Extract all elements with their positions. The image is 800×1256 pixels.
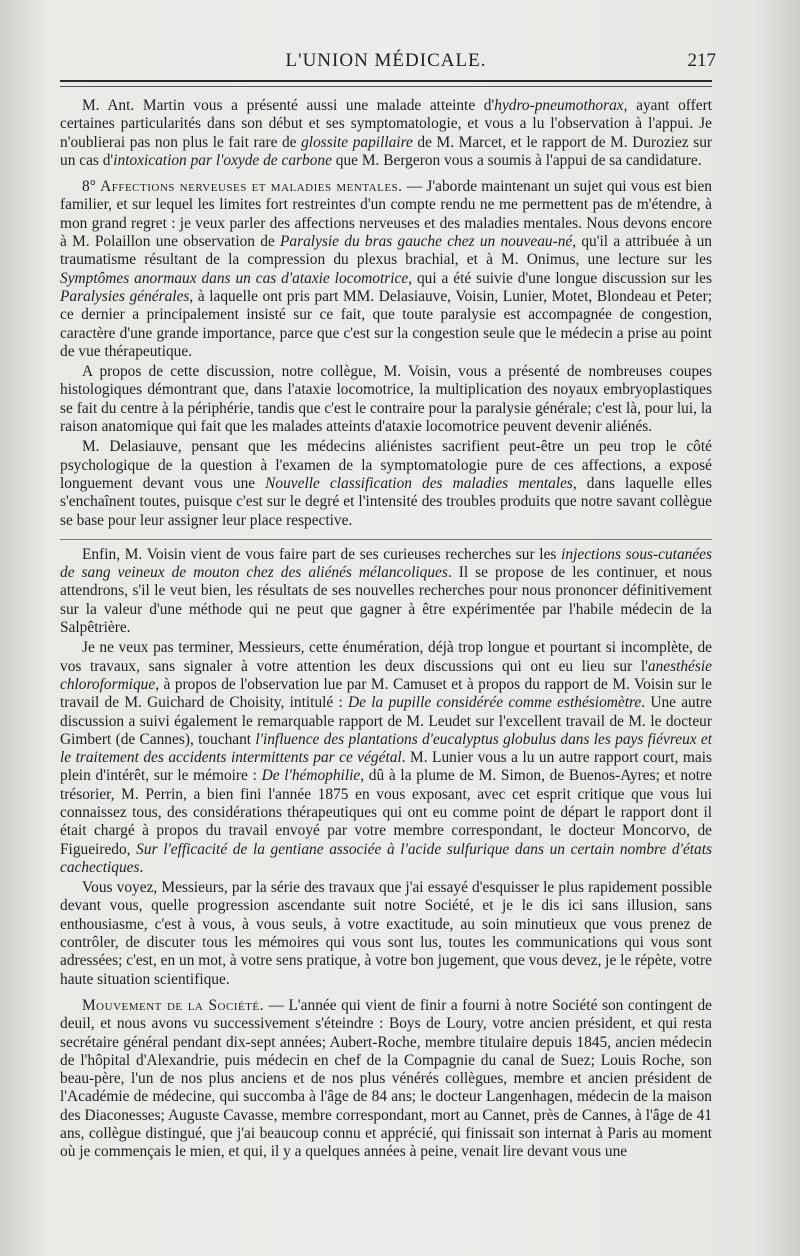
page-number: 217 — [687, 50, 716, 71]
text-run: de M. Marcet, et le rapport de M. Duroziez sur un cas d' — [60, 133, 713, 169]
text-run: , ayant offert certaines particularités dans son début et ses symptomatologie, et vous a lu l'observation à l'appui. Je n'oublierai pas non plus le fait rare de — [60, 97, 712, 151]
paragraph-4 — [60, 438, 712, 529]
text-run: , dû à la plume de M. Simon, de Buenos-Ayres; et notre trésorier, M. Perrin, a bien fini l'année 1875 en vous exposant, avec cet esprit critique que vous lui connaissez tous, des considérations thérapeutiques qui ont eu comme point de départ le rapport dont il était chargé à propos du travail envoyé par votre membre correspondant, le docteur Moncorvo, de Figueiredo, — [60, 767, 713, 858]
italic-title: De la pupille considérée comme esthésiomètre — [348, 694, 642, 712]
text-run: , qu'il a attribuée à un traumatisme résultant de la compression du plexus brachial, et à M. Onimus, une lecture sur les — [60, 233, 712, 269]
italic-title: anesthésie chloroformique — [60, 657, 712, 693]
section-heading: Affections nerveuses et maladies mentales. — [100, 178, 403, 196]
italic-title: De l'hémophilie — [261, 767, 361, 785]
text-run: , à propos de l'observation lue par M. Camuset et à propos du rapport de M. Voisin sur le travail de M. Guichard de Choisity, intitulé : — [60, 675, 712, 712]
paragraph-1 — [60, 97, 712, 170]
paragraph-section-8-heading — [60, 178, 712, 361]
text-run: . — [139, 858, 144, 876]
text-run: Enfin, M. Voisin vient de vous faire part de ses curieuses recherches sur les — [82, 545, 562, 563]
italic-title: glossite papillaire — [301, 133, 413, 151]
text-run: . M. Lunier vous a lu un autre rapport court, mais plein d'intérêt, sur le mémoire : — [60, 749, 712, 785]
italic-title: injections sous-cutanées de sang veineux de mouton chez des aliénés mélancoliques — [60, 545, 713, 582]
paragraph-5 — [60, 546, 712, 637]
running-title: L'UNION MÉDICALE. — [285, 50, 487, 71]
italic-title: Symptômes anormaux dans un cas d'ataxie locomotrice — [60, 269, 409, 287]
body-text — [60, 97, 712, 1162]
text-run: . Une autre discussion a suivi également le remarquable rapport de M. Leudet sur l'excellent travail de M. le docteur Gimbert (de Cannes), touchant — [60, 694, 712, 748]
divider — [60, 539, 712, 540]
italic-title: l'influence des plantations d'eucalyptus globulus dans les pays fiévreux et le traitement des accidents intermittents par ce végétal — [60, 730, 713, 767]
text-run: M. Delasiauve, pensant que les médecins aliénistes sacrifient peut-être un peu trop le côté psychologique de la question à l'examen de la symptomatologie pure de ces affections, a exposé longuement devant vous une — [60, 438, 712, 492]
running-header — [60, 46, 716, 82]
italic-title: intoxication par l'oxyde de carbone — [113, 151, 332, 169]
text-run: Vous voyez, Messieurs, par la série des travaux que j'ai essayé d'esquisser le plus rapidement possible devant vous, quelle progression ascendante suit notre Société, et je le dis ici sans illusion, sans enthousiasme, c'est à vous, à vous seuls, à votre exactitude, au soin minutieux que vous prenez de contrôler, de discuter tous les mémoires qui vous sont lus, toutes les communications qui vous sont adressées; c'est, en un mot, à votre sens pratique, à votre bon jugement, que vous devez, je le répète, votre haute situation scientifique. — [60, 879, 712, 988]
section-heading: Mouvement de la Société. — [82, 996, 264, 1014]
paragraph-7 — [60, 879, 712, 989]
text-run: — L'année qui vient de finir a fourni à notre Société son contingent de deuil, et nous avons vu successivement s'éteindre : Boys de Loury, votre ancien président, et qui resta secrétaire général pendant dix-sept années; Aubert-Roche, membre titulaire depuis 1845, ancien médecin de l'hôpital d'Alexandrie, puis médecin en chef de la Compagnie du canal de Suez; Louis Roche, son beau-père, l'un de nos plus anciens et de nos plus vénérés collègues, membre et ancien président de l'Académie de médecine, qui succomba à l'âge de 84 ans; le docteur Langenhagen, médecin de la maison des Diaconesses; Auguste Cavasse, membre correspondant, mort au Cannet, près de Cannes, à l'âge de 41 ans, collègue distingué, que j'ai beaucoup connu et apprécié, qui finissait son internat à Paris au moment où je commençais le mien, et qui, il y a quelques années à peine, venait lire devant vous une — [60, 996, 712, 1161]
text-run: . Il se propose de les continuer, et nous attendrons, s'il le veut bien, les résultats de ses nouvelles recherches pour nous prononcer définitivement sur la valeur d'une méthode qui ne peut que gagner à être expérimentée par l'habile médecin de la Salpêtrière. — [60, 564, 712, 637]
paragraph-3 — [60, 363, 712, 436]
text-run: , qui a été suivie d'une longue discussion sur les — [408, 269, 713, 287]
text-run: 8° — [82, 178, 101, 196]
text-run: que M. Bergeron vous a soumis à l'appui de sa candidature. — [331, 151, 702, 169]
text-run: , dans laquelle elles s'enchaînent toutes, puisque c'est sur le degré et l'intensité des troubles produits que notre savant collègue se base pour leur assigner leur place respective. — [60, 474, 713, 529]
text-run: , à laquelle ont pris part MM. Delasiauve, Voisin, Lunier, Motet, Blondeau et Peter; ce dernier a principalement insisté sur ce fait, que toute paralysie est accompagnée de congestion, caractère d'une grande importance, parce que c'est sur la congestion seule que le médecin a prise au point de vue thérapeutique. — [60, 287, 713, 360]
paragraph-6 — [60, 639, 712, 877]
text-run: A propos de cette discussion, notre collègue, M. Voisin, vous a présenté de nombreuses coupes histologiques démontrant que, dans l'ataxie locomotrice, la multiplication des noyaux embryoplastiques se fait du centre à la périphérie, tandis que c'est le contraire pour la paralysie générale; c'est là, pour lui, la raison anatomique qui fait que les malades atteints d'ataxie locomotrice peuvent devenir aliénés. — [60, 363, 712, 436]
italic-title: Paralysies générales — [60, 287, 190, 305]
text-run: Je ne veux pas terminer, Messieurs, cette énumération, déjà trop longue et pourtant si incomplète, de vos travaux, sans signaler à votre attention les deux discussions qui ont eu lieu sur l' — [60, 639, 712, 675]
header-rule — [60, 86, 712, 87]
italic-title: Sur l'efficacité de la gentiane associée à l'acide sulfurique dans un certain nombre d'états cachectiques — [60, 840, 712, 876]
italic-title: Paralysie du bras gauche chez un nouveau-né — [280, 233, 573, 251]
text-run: M. Ant. Martin vous a présenté aussi une malade atteinte d' — [82, 97, 495, 114]
text-run: — J'aborde maintenant un sujet qui vous est bien familier, et sur lequel les limites fort restreintes d'un compte rendu ne me permettent pas de m'étendre, à mon grand regret : je veux parler des affections nerveuses et des maladies mentales. Nous devons encore à M. Polaillon une observation de — [60, 178, 712, 251]
paragraph-mouvement-societe — [60, 997, 712, 1162]
italic-title: hydro-pneumothorax — [494, 97, 624, 114]
italic-title: Nouvelle classification des maladies mentales — [265, 474, 573, 492]
